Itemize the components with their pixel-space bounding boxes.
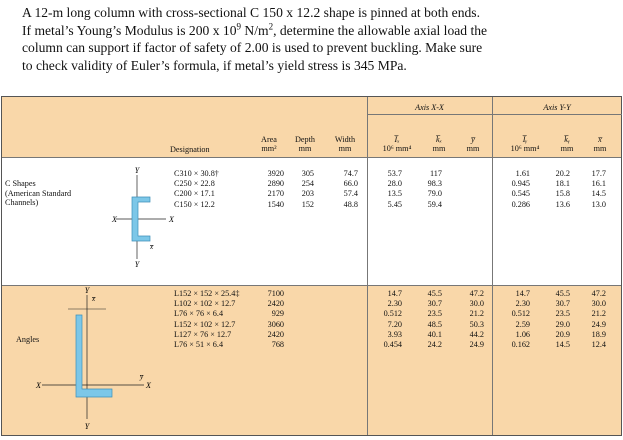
channels-2-width: 57.4 [343, 189, 358, 199]
angles-5-xbar: 12.4 [591, 340, 606, 349]
angles-5-ybar: 24.9 [469, 340, 484, 349]
header-ybar-label: y̅ [471, 135, 475, 144]
divider-axis-x [367, 97, 368, 435]
header-ky-label: k̅ᵧ [564, 135, 570, 144]
angles-2-ix: 0.512 [383, 309, 402, 319]
header-depth [290, 135, 320, 153]
channels-3-depth: 152 [301, 199, 314, 209]
angles-0-kx: 45.5 [427, 289, 442, 298]
channels-2-designation: C200 × 17.1 [174, 189, 215, 199]
angles-5-ix: 0.454 [383, 340, 402, 349]
angles-1-ybar: 30.0 [469, 299, 484, 309]
angles-3-designation: L152 × 102 × 12.7 [174, 319, 236, 329]
angles-1-area: 2420 [267, 299, 284, 309]
header-ybar [460, 135, 486, 153]
angles-4-kx: 40.1 [427, 329, 442, 339]
angles-4-designation: L127 × 76 × 12.7 [174, 329, 232, 339]
channels-3-xbar: 13.0 [591, 199, 606, 209]
header-ky-unit: mm [560, 144, 574, 153]
angles-label: Angles [16, 335, 40, 344]
angles-1-xbar: 30.0 [591, 299, 606, 309]
header-xbar-unit: mm [593, 144, 607, 153]
angles-2-ky: 23.5 [555, 309, 570, 319]
angles-3-kx: 48.5 [427, 319, 442, 329]
channels-3-width: 48.8 [343, 199, 358, 209]
channels-1-depth: 254 [301, 179, 314, 189]
angles-3-area: 3060 [267, 319, 284, 329]
channels-1-width: 66.0 [343, 179, 358, 189]
channels-0-width: 74.7 [343, 169, 358, 178]
header-ix [380, 135, 414, 153]
channels-1-xbar: 16.1 [591, 179, 606, 189]
channels-1-iy: 0.945 [511, 179, 530, 189]
header-ybar-unit: mm [466, 144, 480, 153]
angles-0-xbar: 47.2 [591, 289, 606, 298]
divider-group-header [367, 114, 622, 115]
angles-0-iy: 14.7 [515, 289, 530, 298]
header-width-label: Width [334, 135, 356, 144]
angles-0-area: 7100 [267, 289, 284, 298]
channel-x-right: X [169, 215, 174, 224]
angles-0-ybar: 47.2 [469, 289, 484, 298]
angles-5-kx: 24.2 [427, 340, 442, 349]
channels-2-iy: 0.545 [511, 189, 530, 199]
channels-3-kx: 59.4 [427, 199, 442, 209]
header-kx-unit: mm [432, 144, 446, 153]
channels-2-xbar: 14.5 [591, 189, 606, 199]
channel-x-left: X [112, 215, 117, 224]
problem-line-2 [22, 22, 612, 40]
channels-3-iy: 0.286 [511, 199, 530, 209]
channels-0-iy: 1.61 [515, 169, 530, 178]
angles-1-ix: 2.30 [387, 299, 402, 309]
channels-2-ix: 13.5 [387, 189, 402, 199]
header-width [328, 135, 362, 153]
divider-channels [2, 285, 621, 286]
problem-line-2-c: , determine the allowable axial load the [273, 22, 488, 38]
angle-xbar: x̅ [92, 295, 96, 303]
channel-y-bottom: Y [134, 260, 140, 267]
angles-0-ix: 14.7 [387, 289, 402, 298]
header-xbar [587, 135, 613, 153]
channels-1-area: 2890 [267, 179, 284, 189]
group-axis-x: Axis X-X [415, 103, 444, 112]
header-iy [508, 135, 542, 153]
angle-x-right: X [146, 381, 151, 390]
angles-3-ix: 7.20 [387, 319, 402, 329]
header-depth-unit: mm [298, 144, 312, 153]
problem-line-3: column can support if factor of safety of 2.00 is used to prevent buckling. Make sure [22, 40, 483, 55]
channels-0-ky: 20.2 [555, 169, 570, 178]
angles-4-ky: 20.9 [555, 329, 570, 339]
problem-statement [22, 4, 612, 74]
channels-1-ky: 18.1 [555, 179, 570, 189]
angle-ybar: y̅ [140, 373, 144, 381]
angles-3-xbar: 24.9 [591, 319, 606, 329]
problem-line-2-a: If metal’s Young’s Modulus is 200 x 10 [22, 22, 237, 38]
header-ky [555, 135, 579, 153]
header-width-unit: mm [338, 144, 352, 153]
angles-2-xbar: 21.2 [591, 309, 606, 319]
problem-line-2-b: N/m [241, 22, 269, 38]
exponent-9: 9 [236, 20, 241, 31]
angles-0-designation: L152 × 152 × 25.4‡ [174, 289, 240, 298]
section-properties-table [1, 96, 622, 436]
angles-5-ky: 14.5 [555, 340, 570, 349]
group-axis-y: Axis Y-Y [543, 103, 571, 112]
divider-header [2, 157, 621, 158]
angles-2-iy: 0.512 [511, 309, 530, 319]
problem-line-4: to check validity of Euler’s formula, if metal’s yield stress is 345 MPa. [22, 57, 407, 73]
problem-line-1: A 12-m long column with cross-sectional C 150 x 12.2 shape is pinned at both ends. [22, 5, 480, 20]
angles-2-ybar: 21.2 [469, 309, 484, 319]
channels-0-designation: C310 × 30.8† [174, 169, 219, 178]
channel-section-diagram [110, 167, 180, 267]
divider-axis-y [492, 97, 493, 435]
channels-0-depth: 305 [301, 169, 314, 178]
channels-1-designation: C250 × 22.8 [174, 179, 215, 189]
angles-4-xbar: 18.9 [591, 329, 606, 339]
channels-2-depth: 203 [301, 189, 314, 199]
channels-0-ix: 53.7 [387, 169, 402, 178]
angles-5-designation: L76 × 51 × 6.4 [174, 340, 224, 349]
header-xbar-label: x̅ [598, 135, 602, 144]
angles-1-iy: 2.30 [515, 299, 530, 309]
channels-label: C Shapes (American Standard Channels) [5, 179, 72, 207]
angle-y-top: Y [84, 287, 90, 295]
angles-1-designation: L102 × 102 × 12.7 [174, 299, 236, 309]
channels-3-ky: 13.6 [555, 199, 570, 209]
angles-2-designation: L76 × 76 × 6.4 [174, 309, 224, 319]
angle-x-left: X [36, 381, 41, 390]
channels-3-designation: C150 × 12.2 [174, 199, 215, 209]
header-iy-label: I̅ᵧ [522, 135, 528, 144]
channels-0-area: 3920 [267, 169, 284, 178]
header-kx-label: k̅ₓ [436, 135, 442, 144]
angles-3-iy: 2.59 [515, 319, 530, 329]
angles-0-ky: 45.5 [555, 289, 570, 298]
header-depth-label: Depth [294, 135, 315, 144]
angles-4-ybar: 44.2 [469, 329, 484, 339]
angles-4-ix: 3.93 [387, 329, 402, 339]
channels-2-ky: 15.8 [555, 189, 570, 199]
header-iy-unit: 10⁶ mm⁴ [510, 144, 540, 153]
channels-3-ix: 5.45 [387, 199, 402, 209]
angles-3-ybar: 50.3 [469, 319, 484, 329]
header-ix-unit: 10⁶ mm⁴ [382, 144, 412, 153]
channels-2-area: 2170 [267, 189, 284, 199]
header-area-label: Area [261, 135, 277, 144]
angles-5-iy: 0.162 [511, 340, 530, 349]
exponent-2: 2 [268, 20, 274, 31]
channels-3-area: 1540 [267, 199, 284, 209]
angles-3-ky: 29.0 [555, 319, 570, 329]
angles-2-area: 929 [271, 309, 284, 319]
angle-section-diagram [32, 287, 162, 435]
angles-4-iy: 1.06 [515, 329, 530, 339]
header-kx [426, 135, 452, 153]
channels-2-kx: 79.0 [427, 189, 442, 199]
channel-xbar: x̅ [150, 243, 154, 251]
angles-1-kx: 30.7 [427, 299, 442, 309]
header-designation: Designation [170, 145, 210, 154]
channels-1-ix: 28.0 [387, 179, 402, 189]
angles-5-area: 768 [271, 340, 284, 349]
header-ix-label: I̅ₓ [394, 135, 400, 144]
channel-y-top: Y [134, 167, 140, 175]
angles-4-area: 2420 [267, 329, 284, 339]
channels-0-xbar: 17.7 [591, 169, 606, 178]
header-area [255, 135, 283, 153]
channels-1-kx: 98.3 [427, 179, 442, 189]
channels-0-kx: 117 [430, 169, 442, 178]
angle-y-bottom: Y [84, 422, 90, 431]
header-area-unit: mm² [261, 144, 277, 153]
angles-1-ky: 30.7 [555, 299, 570, 309]
angles-2-kx: 23.5 [427, 309, 442, 319]
